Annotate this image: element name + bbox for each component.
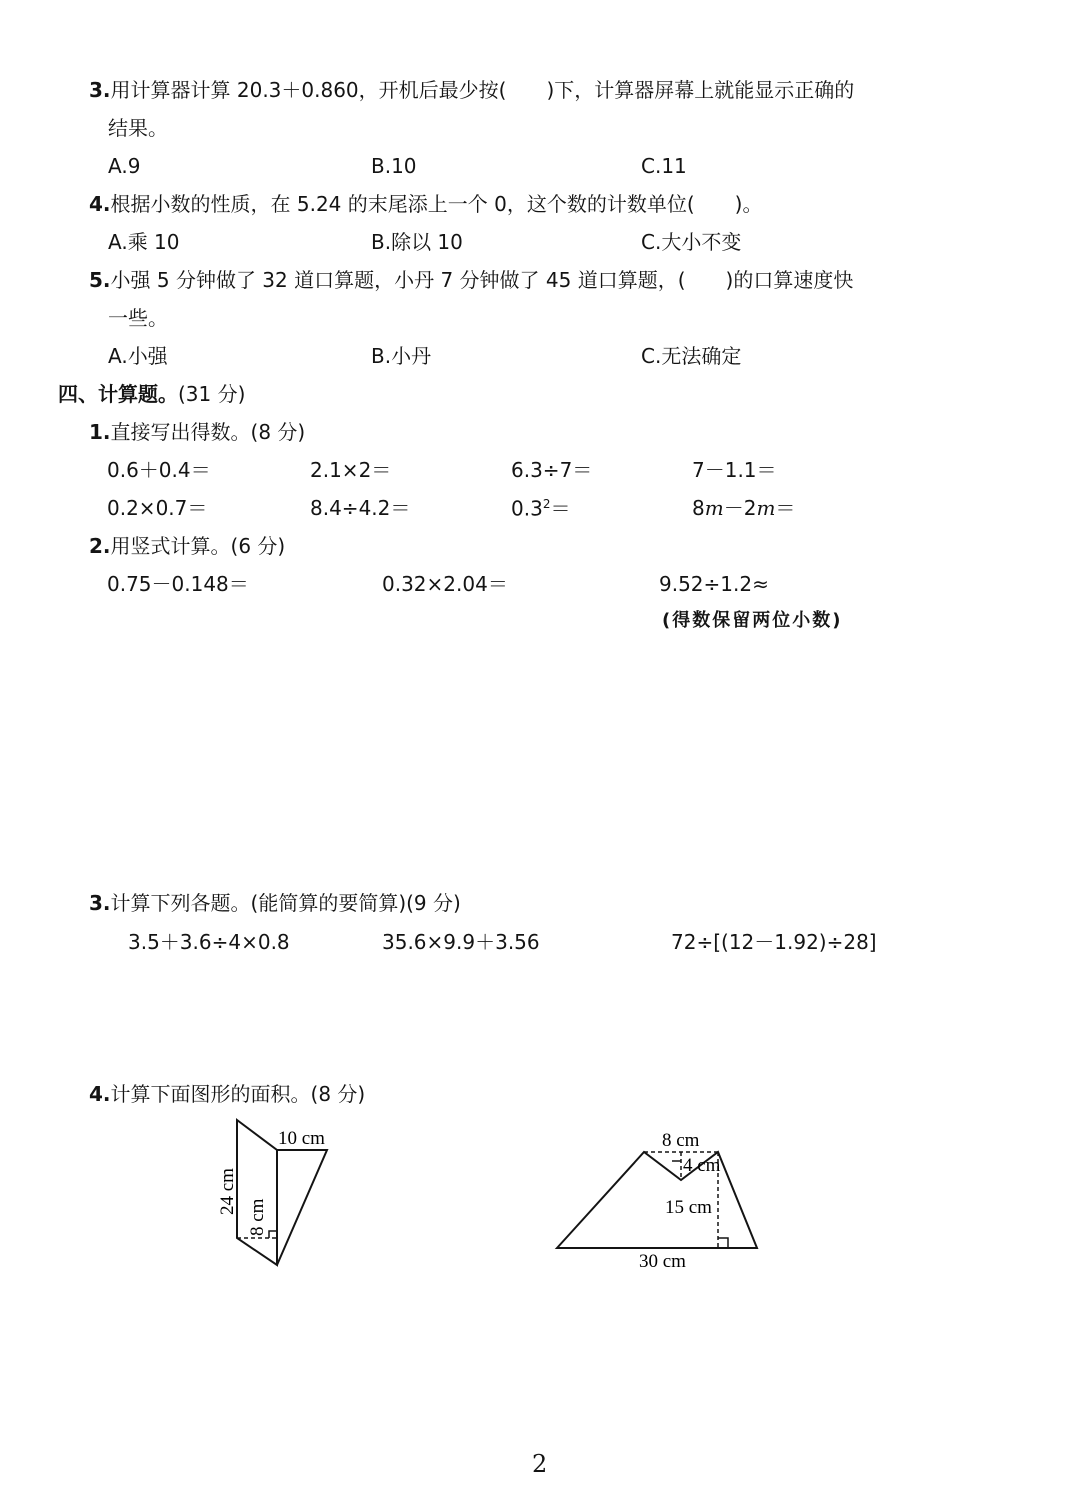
part-2-heading [89,536,285,556]
oral-item: 0.6＋0.4＝ [107,458,211,482]
question-5-continuation: 一些。 [108,306,168,330]
option-a: A.小强 [108,344,168,368]
option-b: B.小丹 [371,344,432,368]
rounding-note: (得数保留两位小数) [662,610,843,631]
question-text: 用计算器计算 20.3＋0.860，开机后最少按( )下，计算器屏幕上就能显示正确的 [110,78,855,102]
part-title: 计算下列各题。(能简算的要简算) [110,891,407,915]
question-number: 5. [89,268,111,292]
oral-item-algebra [692,498,795,518]
part-number: 1. [89,420,111,444]
question-3 [89,80,854,100]
section-score: (31 分) [178,382,246,406]
label-top: 10 cm [278,1128,325,1149]
calc-item: 3.5＋3.6÷4×0.8 [128,930,290,954]
label-height: 15 cm [665,1197,712,1218]
page-number: 2 [532,1450,548,1478]
part-score: (8 分) [310,1082,366,1106]
oral-item: 6.3÷7＝ [511,458,593,482]
variable: m [756,496,776,520]
part-score: (9 分) [406,891,461,915]
part-score: (8 分) [250,420,306,444]
question-text: 根据小数的性质，在 5.24 的末尾添上一个 0，这个数的计数单位( )。 [110,192,763,216]
part-4-heading [89,1084,365,1104]
option-c: C.大小不变 [641,230,742,254]
vertical-item: 0.32×2.04＝ [382,572,508,596]
label-base: 30 cm [639,1251,686,1272]
part-3-heading [89,893,461,913]
figure-notched-trapezoid [540,1120,780,1280]
option-b: B.10 [371,154,417,178]
question-text: 小强 5 分钟做了 32 道口算题，小丹 7 分钟做了 45 道口算题，( )的口算速度快 [110,268,854,292]
equals: ＝ [775,496,796,520]
oral-item: 2.1×2＝ [310,458,392,482]
part-title: 用竖式计算。 [110,534,231,558]
base: 0.3 [511,496,543,521]
calc-item: 35.6×9.9＋3.56 [382,930,540,954]
coef: 8 [692,496,705,520]
equals: ＝ [550,496,571,521]
label-notch: 4 cm [683,1155,721,1176]
label-inner: 8 cm [247,1198,268,1236]
oral-item-square [511,498,570,519]
section-heading [58,384,245,404]
vertical-item: 9.52÷1.2≈ [659,572,769,596]
section-title: 四、计算题。 [58,382,178,406]
minus-coef: －2 [723,496,757,520]
part-number: 4. [89,1082,111,1106]
part-score: (6 分) [230,534,286,558]
shape-outline [557,1152,757,1248]
part-title: 计算下面图形的面积。 [110,1082,311,1106]
question-number: 3. [89,78,111,102]
part-title: 直接写出得数。 [110,420,251,444]
oral-item: 0.2×0.7＝ [107,496,208,520]
calc-item: 72÷[(12－1.92)÷28] [671,930,877,954]
question-4 [89,194,762,214]
question-number: 4. [89,192,111,216]
label-top: 8 cm [662,1130,700,1151]
label-left: 24 cm [217,1168,238,1215]
triangle-outline [277,1150,327,1265]
right-angle-mark [718,1238,728,1248]
option-a: A.9 [108,154,141,178]
vertical-item: 0.75－0.148＝ [107,572,249,596]
option-a: A.乘 10 [108,230,180,254]
part-number: 3. [89,891,111,915]
option-c: C.无法确定 [641,344,742,368]
right-angle-mark [269,1231,277,1238]
variable: m [704,496,724,520]
exponent: 2 [542,497,551,511]
question-5 [89,270,853,290]
option-c: C.11 [641,154,687,178]
part-number: 2. [89,534,111,558]
figure-trapezoid [200,1110,360,1280]
option-b: B.除以 10 [371,230,463,254]
oral-item: 8.4÷4.2＝ [310,496,411,520]
oral-item: 7－1.1＝ [692,458,777,482]
part-1-heading [89,422,305,442]
trapezoid-outline [237,1120,277,1265]
question-3-continuation: 结果。 [108,116,168,140]
